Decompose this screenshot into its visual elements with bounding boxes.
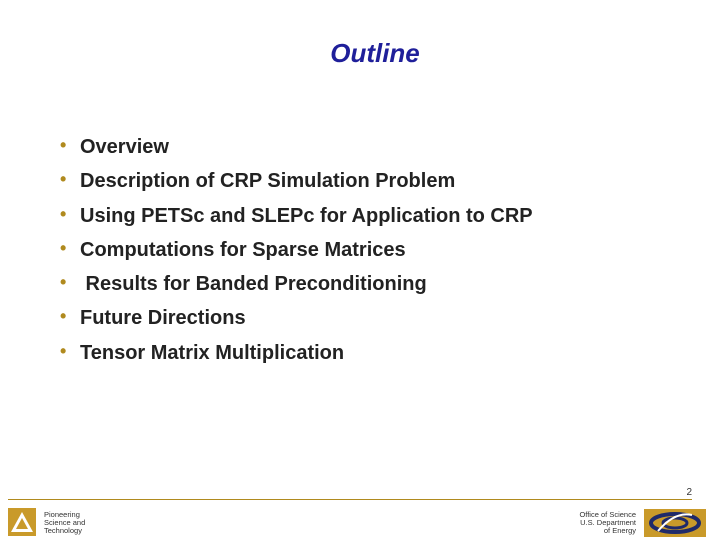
list-item	[60, 301, 533, 335]
bullet-icon: •	[60, 203, 67, 224]
list-item-text: Tensor Matrix Multiplication	[80, 341, 345, 364]
list-item-text: Overview	[80, 136, 169, 158]
slide-title: Outline	[330, 38, 420, 68]
tagline-line: Science and	[44, 518, 86, 527]
list-item	[60, 199, 533, 233]
footer-office	[579, 511, 636, 535]
ornl-logo-icon	[8, 508, 36, 536]
list-item-text: Future Directions	[80, 307, 246, 330]
list-item-text: Description of CRP Simulation Problem	[80, 170, 456, 193]
list-item-text: Using PETSc and SLEPc for Application to CRP	[80, 204, 533, 227]
outline-list	[60, 130, 533, 370]
office-line: of Energy	[603, 526, 636, 535]
list-item-text: Results for Banded Preconditioning	[80, 273, 427, 296]
tagline-line: Pioneering	[44, 510, 80, 519]
list-item	[60, 164, 533, 198]
bullet-icon: •	[60, 169, 67, 190]
list-item-text: Computations for Sparse Matrices	[80, 238, 406, 261]
office-line: U.S. Department	[580, 518, 636, 527]
list-item	[60, 233, 533, 267]
tagline-line: Technology	[44, 526, 82, 535]
bullet-icon: •	[60, 340, 67, 361]
doe-logo-icon	[644, 509, 706, 537]
bullet-icon: •	[60, 237, 67, 258]
list-item	[60, 130, 533, 164]
office-line: Office of Science	[579, 510, 636, 519]
page-number: 2	[686, 487, 692, 498]
footer-tagline	[44, 511, 85, 535]
bullet-icon: •	[60, 135, 67, 155]
bullet-icon: •	[60, 306, 67, 327]
bullet-icon: •	[60, 272, 67, 293]
list-item	[60, 336, 533, 370]
footer-divider	[8, 499, 692, 500]
list-item	[60, 267, 533, 301]
